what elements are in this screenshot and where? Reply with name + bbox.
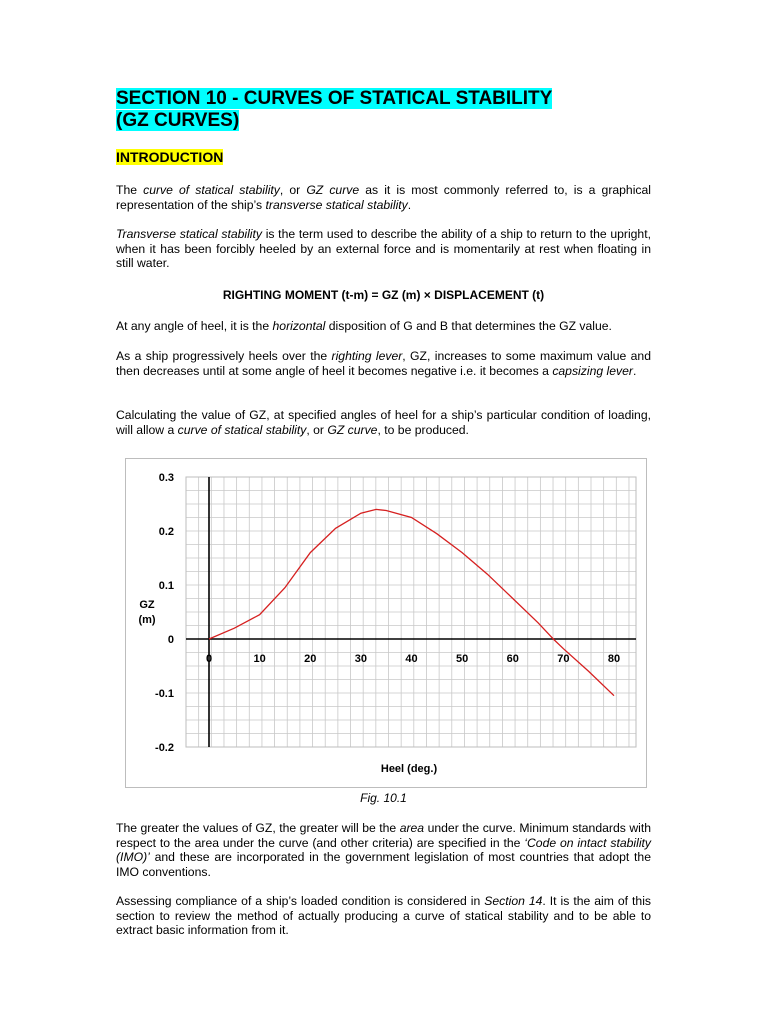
p1-term-curve: curve of statical stability bbox=[143, 183, 280, 197]
paragraph-2 bbox=[116, 227, 651, 271]
p1-text-e: as it is most commonly referred to, is a graphical representation of the ship’s bbox=[116, 183, 651, 212]
p6-term-area: area bbox=[399, 821, 425, 835]
paragraph-5 bbox=[116, 408, 651, 437]
p3-term-horizontal: horizontal bbox=[272, 319, 326, 333]
p1-text-g: . bbox=[407, 197, 412, 212]
paragraph-1 bbox=[116, 183, 651, 212]
p2-text-b: is the term used to describe the ability of a ship to return to the upright, when it has been forcibly heeled by an external force and is momentarily at rest when floating in still water. bbox=[116, 227, 651, 271]
p7-text-a: Assessing compliance of a ship’s loaded condition is considered in bbox=[116, 894, 485, 908]
x-axis-label: Heel (deg.) bbox=[380, 763, 438, 775]
x-tick-label: 70 bbox=[557, 653, 570, 665]
y-tick-label: 0.3 bbox=[158, 472, 174, 484]
y-tick-label: -0.1 bbox=[155, 688, 174, 700]
gz-curve-chart bbox=[126, 459, 646, 787]
p5-text-a: Calculating the value of GZ, at specified angles of heel for a ship’s particular condition of loading, will allow a bbox=[116, 408, 651, 437]
introduction-heading-text: INTRODUCTION bbox=[116, 149, 224, 165]
p4-text-a: As a ship progressively heels over the bbox=[116, 349, 332, 363]
x-tick-label: 0 bbox=[205, 653, 213, 665]
p4-term-capsizing-lever: capsizing lever bbox=[552, 363, 633, 378]
p3-text-c: disposition of G and B that determines the GZ value. bbox=[325, 319, 612, 333]
p1-term-transverse: transverse statical stability bbox=[265, 197, 408, 212]
p4-text-e: . bbox=[632, 363, 637, 378]
y-axis-label-unit: (m) bbox=[138, 614, 156, 626]
p1-term-gz-curve: GZ curve bbox=[306, 183, 360, 197]
paragraph-3 bbox=[116, 319, 651, 334]
figure-caption: Fig. 10.1 bbox=[360, 791, 407, 805]
x-tick-label: 40 bbox=[405, 653, 418, 665]
y-tick-label: 0.1 bbox=[158, 580, 174, 592]
p2-term-transverse: Transverse statical stability bbox=[116, 227, 262, 241]
x-tick-label: 20 bbox=[304, 653, 317, 665]
p5-text-c: , or bbox=[306, 422, 328, 437]
p4-text-c: , GZ, increases to some maximum value and then decreases until at some angle of heel it becomes negative i.e. it becomes a bbox=[116, 349, 651, 378]
p6-text-e: and these are incorporated in the government legislation of most countries that adopt the IMO conventions. bbox=[116, 850, 651, 880]
p6-text-c: under the curve. Minimum standards with respect to the area under the curve (and other criteria) are specified in the bbox=[116, 821, 651, 850]
gz-curve-figure bbox=[125, 458, 647, 788]
introduction-heading bbox=[116, 149, 223, 166]
p5-text-e: , to be produced. bbox=[377, 422, 469, 437]
y-tick-label: 0.2 bbox=[158, 526, 174, 538]
section-title bbox=[116, 88, 552, 132]
paragraph-4 bbox=[116, 349, 651, 378]
paragraph-7 bbox=[116, 894, 651, 938]
p4-term-righting-lever: righting lever bbox=[331, 349, 403, 363]
p6-term-code: ‘Code on intact stability (IMO)’ bbox=[116, 835, 652, 865]
p5-term-gz-curve: GZ curve bbox=[327, 422, 378, 437]
x-tick-label: 30 bbox=[354, 653, 367, 665]
p7-text-c: . It is the aim of this section to review the method of actually producing a curve of statical stability and to be able to extract basic information from it. bbox=[116, 894, 651, 938]
p7-term-section-14: Section 14 bbox=[484, 894, 543, 908]
x-tick-label: 80 bbox=[607, 653, 621, 665]
y-tick-label: 0 bbox=[167, 634, 174, 646]
p3-text-a: At any angle of heel, it is the bbox=[116, 319, 273, 333]
y-axis-label-gz: GZ bbox=[139, 599, 155, 611]
p1-text-c: , or bbox=[279, 183, 307, 197]
title-line-1: SECTION 10 - CURVES OF STATICAL STABILITY bbox=[116, 88, 553, 109]
x-tick-label: 60 bbox=[506, 653, 519, 665]
x-tick-label: 10 bbox=[253, 653, 266, 665]
paragraph-6 bbox=[116, 821, 651, 880]
p1-text-a: The bbox=[116, 183, 144, 197]
title-line-2: (GZ CURVES) bbox=[116, 110, 240, 131]
x-tick-label: 50 bbox=[456, 653, 469, 665]
p5-term-curve: curve of statical stability bbox=[177, 422, 307, 437]
y-tick-label: -0.2 bbox=[155, 742, 174, 754]
righting-moment-formula: RIGHTING MOMENT (t-m) = GZ (m) × DISPLACEMENT (t) bbox=[222, 288, 545, 302]
p6-text-a: The greater the values of GZ, the greater will be the bbox=[116, 821, 400, 835]
